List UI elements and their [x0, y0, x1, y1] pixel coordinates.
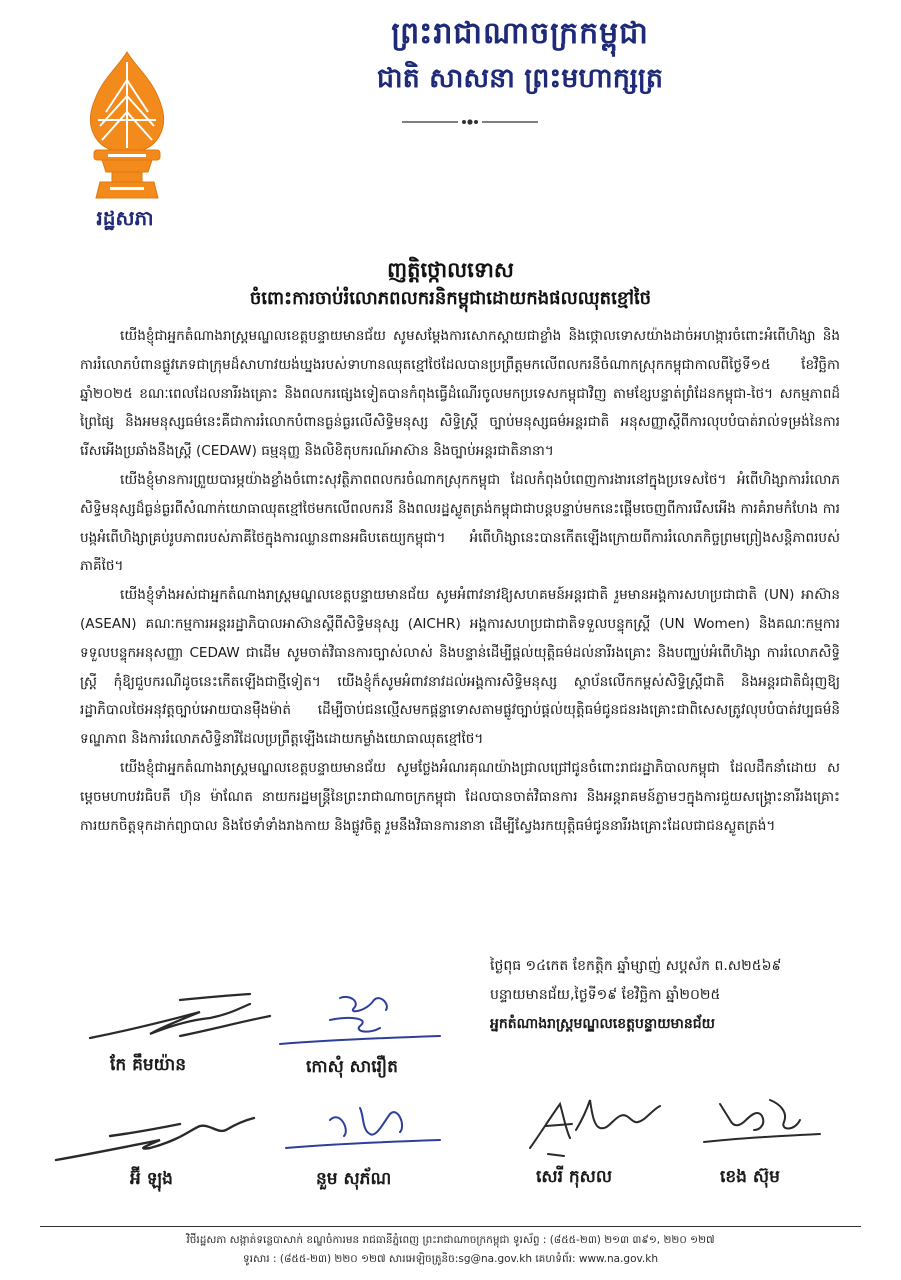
- paragraph: យើងខ្ញុំទាំងអស់ជាអ្នកតំណាងរាស្ត្រមណ្ឌលខេត្តបន្ទាយមានជ័យ សូមអំពាវនាវឱ្យសហគមន៍អន្តរជាតិ រួមមានអង្គការសហប្រជាជាតិ (UN) អាស៊ាន (ASEAN) គណៈកម្មការអន្តររដ្ឋាភិបាលអាស៊ានស្តីពីសិទ្ធិមនុស្ស (AICHR) អង្គការសហប្រជាជាតិទទួលបន្ទុកស្ត្រី (UN Women) និងគណៈកម្មការទទួលបន្ទុកអនុសញ្ញា CEDAW ជាដើម សូមចាត់វិធានការច្បាស់លាស់ និងបន្ទាន់ដើម្បីផ្តល់យុត្តិធម៌ដល់នារីរងគ្រោះ និងបញ្ឈប់អំពើហិង្សា ការរំលោភសិទ្ធិស្ត្រី កុំឱ្យជួបករណីដូចនេះកើតឡើងជាថ្មីទៀត។ យើងខ្ញុំក៏សូមអំពាវនាវដល់អង្គការសិទ្ធិមនុស្ស ស្ថាប័នលើកកម្ពស់សិទ្ធិស្ត្រីជាតិ និងអន្តរជាតិជំរុញឱ្យរដ្ឋាភិបាលថៃអនុវត្តច្បាប់អោយបានម៉ឺងម៉ាត់ ដើម្បីចាប់ជនល្មើសមកផ្តន្ទាទោសតាមផ្លូវច្បាប់ផ្តល់យុត្តិធម៌ជូនជនរងគ្រោះជាពិសេសត្រូវលុបបំបាត់វប្បធម៌និទណ្ឌភាព និងការរំលោភសិទ្ធិនារីដែលប្រព្រឹត្តឡើងដោយកម្លាំងយោធាឈុតខ្មៅថៃ។: [80, 587, 840, 748]
- handwritten-signature-icon: [280, 1100, 450, 1162]
- handwritten-signature-icon: [270, 990, 450, 1052]
- document-subtitle: ចំពោះការចាប់រំលោភពលករនិកម្ពុជាដោយកងផលឈុតខ្មៅថៃ: [249, 288, 652, 309]
- paragraph: យើងខ្ញុំជាអ្នកតំណាងរាស្ត្រមណ្ឌលខេត្តបន្ទាយមានជ័យ សូមសម្តែងការសោកស្តាយជាខ្លាំង និងថ្កោលទោសយ៉ាងដាច់អហង្ការចំពោះអំពើហិង្សា និងការរំលោភបំពានផ្លូវភេទជាក្រុមដ៏សាហាវយង់ឃ្នងរបស់ទាហានឈុតខ្មៅថៃដែលបានប្រព្រឹត្តមកលើពលករនីចំណាកស្រុកកម្ពុជាកាលពីថ្ងៃទី១៥ ខែវិច្ឆិកា ឆ្នាំ២០២៥ ខណៈពេលដែលនារីរងគ្រោះ និងពលករផ្សេងទៀតបានកំពុងធ្វើដំណើរចូលមកប្រទេសកម្ពុជាវិញ តាមខ្សែបន្ទាត់ព្រំដែនកម្ពុជា-ថៃ។ សកម្មភាពដ៏ព្រៃផ្សៃ និងអមនុស្សធម៌នេះគឺជាការរំលោកបំពានធ្ងន់ធ្ងរលើសិទ្ធិមនុស្ស សិទ្ធិស្ត្រី ច្បាប់មនុស្សធម៌អន្តរជាតិ អនុសញ្ញាស្តីពីការលុបបំបាត់រាល់ទម្រង់នៃការរើសអើងប្រឆាំងនឹងស្ត្រី (CEDAW) ធម្មនុញ្ញ និងលិខិតុបករណ៍អាស៊ាន និងច្បាប់អន្តរជាតិនានា។: [80, 328, 840, 460]
- paragraph: យើងខ្ញុំជាអ្នកតំណាងរាស្ត្រមណ្ឌលខេត្តបន្ទាយមានជ័យ សូមថ្លែងអំណរគុណយ៉ាងជ្រាលជ្រៅជូនចំពោះរាជរដ្ឋាភិបាលកម្ពុជា ដែលដឹកនាំដោយ សម្តេចមហាបវរធិបតី ហ៊ុន ម៉ាណែត នាយករដ្ឋមន្ត្រីនៃព្រះរាជាណាចក្រកម្ពុជា ដែលបានចាត់វិធានការ និងអន្តរាគមន៍ភ្លាមៗក្នុងការជួយសង្គ្រោះនារីរងគ្រោះ ការយកចិត្តទុកដាក់ព្យាបាល និងថែទាំទាំងរាងកាយ និងផ្លូវចិត្ត រួមនឹងវិធានការនានា ដើម្បីស្វែងរកយុត្តិធម៌ជូននារីរងគ្រោះដែលជាជនស្លូតត្រង់។: [80, 759, 840, 834]
- footer-address: វិថីរដ្ឋសភា សង្កាត់ទន្លេបាសាក់ ខណ្ឌចំការមន រាជធានីភ្នំពេញ ព្រះរាជាណាចក្រកម្ពុជា ទូរស័ព្ទ : (៨៥៥-២៣) ២១៣ ៣៩១, ២២០ ១២៧: [186, 1234, 715, 1246]
- signatory-name: ខេង ស៊ុម: [720, 1167, 780, 1187]
- signature-block: [270, 990, 450, 1080]
- handwritten-signature-icon: [50, 1110, 260, 1170]
- signatory-name: នួម សុភ័ណ: [316, 1169, 392, 1189]
- signatory-name: អ៊ី ឡុង: [130, 1169, 173, 1189]
- footer-contact: ទូរសារ : (៨៥៥-២៣) ២២០ ១២៧ សារអេឡិចត្រូនិច:sg@na.gov.kh គេហទំព័រ: www.na.gov.kh: [242, 1253, 658, 1265]
- signatory-name: កែ គឹមយ៉ាន: [110, 1055, 187, 1075]
- document-title: ញត្តិថ្កោលទោស: [387, 258, 514, 282]
- date-block: [490, 952, 870, 1039]
- divider-ornament-icon: [400, 114, 540, 130]
- kingdom-heading: ព្រះរាជាណាចក្រកម្ពុជា: [391, 16, 649, 51]
- national-motto: ជាតិ សាសនា ព្រះមហាក្សត្រ: [376, 63, 664, 94]
- footer-divider: [40, 1226, 861, 1227]
- signature-block: [700, 1090, 850, 1200]
- signatory-name: សេរី កុសល: [536, 1167, 613, 1187]
- handwritten-signature-icon: [700, 1090, 850, 1160]
- national-assembly-emblem-icon: [72, 50, 182, 205]
- lunar-date: ថ្ងៃពុធ ១៤កេត ខែកត្តិក ឆ្នាំម្សាញ់ សប្តស័ក ព.ស២៥៦៩: [490, 958, 782, 974]
- handwritten-signature-icon: [80, 990, 280, 1050]
- handwritten-signature-icon: [520, 1090, 670, 1160]
- statement-body: [80, 322, 840, 840]
- signature-block: [80, 990, 280, 1080]
- signature-block: [50, 1110, 260, 1200]
- signature-block: [520, 1090, 670, 1200]
- paragraph: យើងខ្ញុំមានការព្រួយបារម្ភយ៉ាងខ្លាំងចំពោះសុវត្ថិភាពពលករចំណាកស្រុកកម្ពុជា ដែលកំពុងបំពេញការងារនៅក្នុងប្រទេសថៃ។ អំពើហិង្សាការរំលោភសិទ្ធិមនុស្សដ៏ធ្ងន់ធ្ងរពីសំណាក់យោធាឈុតខ្មៅថៃមកលើពលករនី និងពលរដ្ឋស្លូតត្រង់កម្ពុជាជាបន្តបន្ទាប់មកនេះផ្តើមចេញពីការរើសអើង ការគំរាមកំហែង ការបង្កអំពើហិង្សាគ្រប់រូបភាពរបស់ភាគីថៃក្នុងការឈ្លានពានអធិបតេយ្យកម្ពុជា។ អំពើហិង្សានេះបានកើតឡើងក្រោយពីការរំលោភកិច្ចព្រមព្រៀងសន្តិភាពរបស់ភាគីថៃ។: [80, 471, 840, 575]
- organization-name: រដ្ឋសភា: [96, 206, 154, 230]
- signer-title: អ្នកតំណាងរាស្ត្រមណ្ឌលខេត្តបន្ទាយមានជ័យ: [490, 1016, 715, 1032]
- signature-block: [280, 1100, 450, 1200]
- place-date: បន្ទាយមានជ័យ,ថ្ងៃទី១៩ ខែវិច្ឆិកា ឆ្នាំ២០២៥: [490, 987, 721, 1003]
- signatory-name: កោសុំ សារឿត: [306, 1057, 398, 1077]
